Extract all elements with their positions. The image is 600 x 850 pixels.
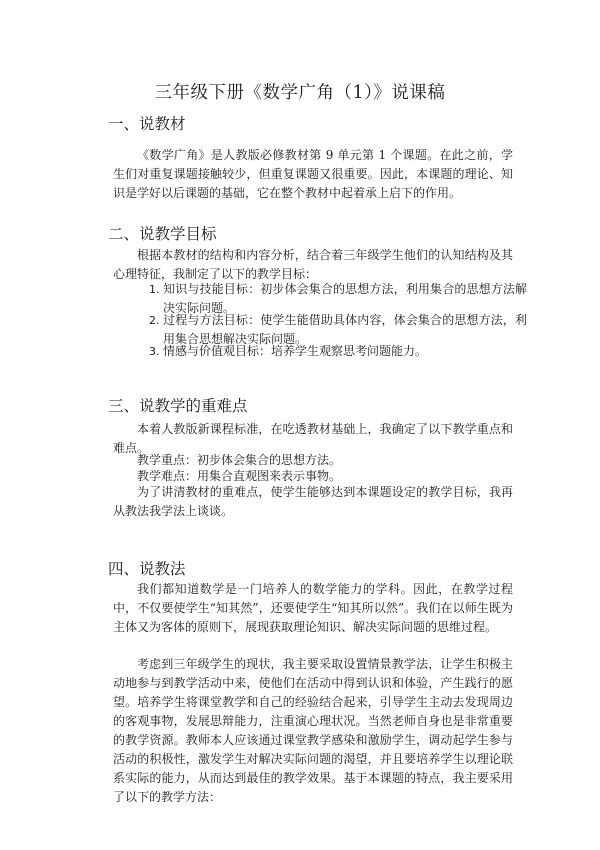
objective-item-1: 1. 知识与技能目标：初步体会集合的思想方法，利用集合的思想方法解决实际问题。 bbox=[149, 282, 527, 315]
teaching-focus: 教学重点：初步体会集合的思想方法。 bbox=[137, 453, 342, 467]
objective-item-3: 3. 情感与价值观目标：培养学生观察思考问题能力。 bbox=[149, 344, 428, 358]
key-points-transition: 为了讲清教材的重难点，使学生能够达到本课题设定的教学目标，我再从教法我学法上谈谈。 bbox=[113, 485, 513, 518]
methods-paragraph-2: 考虑到三年级学生的现状，我主要采取设置情景教学法，让学生积极主动地参与到教学活动中来，使他们在活动中得到认识和体验，产生践行的愿望。培养学生将课堂教学和自己的经验结合起来，引导学生主动去发现周边的客观事物，发展思辩能力，注重演心理状况。当然老师自身也是非常重要的教学资源。教师本人应该通过课堂教学感染和激励学生，调动起学生参与活动的积极性，激发学生对解决实际问题的渴望，并且要培养学生以理论联系实际的能力，从而达到最佳的教学效果。基于本课题的特点，我主要采用了以下的教学方法： bbox=[113, 657, 513, 804]
section-heading-methods: 四、说教法 bbox=[108, 560, 186, 578]
section-heading-textbook: 一、说教材 bbox=[108, 115, 186, 133]
objectives-intro: 根据本教材的结构和内容分析，结合着三年级学生他们的认知结构及其心理特征，我制定了以下的教学目标： bbox=[113, 248, 513, 281]
key-points-intro: 本着人教版新课程标准，在吃透教材基础上，我确定了以下教学重点和难点。 bbox=[113, 422, 513, 455]
section-heading-key-points: 三、说教学的重难点 bbox=[108, 397, 248, 415]
document-title: 三年级下册《数学广角（1）》说课稿 bbox=[154, 83, 446, 103]
methods-paragraph-1: 我们都知道数学是一门培养人的数学能力的学科。因此，在教学过程中，不仅要使学生“知其然”，还要使学生“知其所以然”。我们在以师生既为主体又为客体的原则下，展现获取理论知识、解决实际问题的思维过程。 bbox=[113, 582, 513, 634]
section-heading-objectives: 二、说教学目标 bbox=[108, 225, 217, 243]
teaching-difficulty: 教学难点：用集合直观图来表示事物。 bbox=[137, 469, 342, 483]
objective-item-2: 2. 过程与方法目标：使学生能借助具体内容，体会集合的思想方法，利用集合思想解决实际问题。 bbox=[149, 313, 527, 346]
textbook-paragraph: 《数学广角》是人教版必修教材第 9 单元第 1 个课题。在此之前，学生们对重复课题接触较少，但重复课题又很重要。因此，本课题的理论、知识是学好以后课题的基础，它在整个教材中起着承上启下的作用。 bbox=[113, 148, 513, 200]
